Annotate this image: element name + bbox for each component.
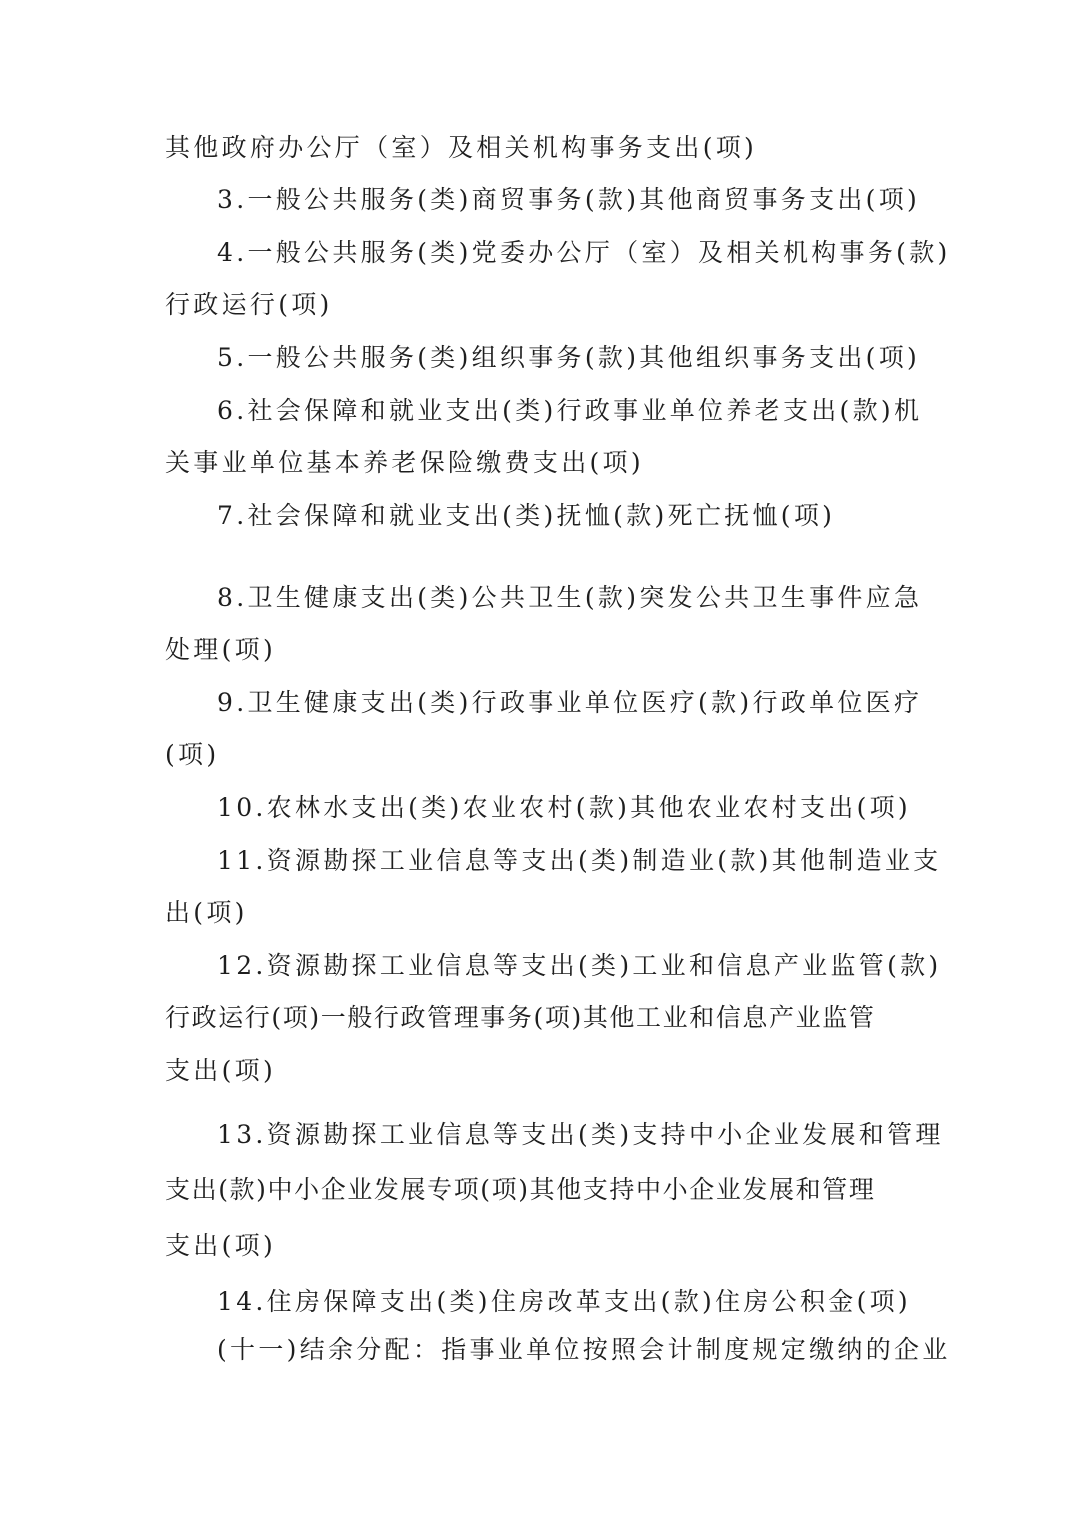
text-line: 行政运行(项)一般行政管理事务(项)其他工业和信息产业监管 <box>165 1003 876 1032</box>
text-line: 支出(项) <box>165 1056 277 1085</box>
text-line: 处理(项) <box>165 635 277 664</box>
text-line: 5.一般公共服务(类)组织事务(款)其他组织事务支出(项) <box>217 343 921 372</box>
text-line: 行政运行(项) <box>165 290 333 319</box>
text-line: 8.卫生健康支出(类)公共卫生(款)突发公共卫生事件应急 <box>217 583 923 612</box>
text-line: (十一)结余分配：指事业单位按照会计制度规定缴纳的企业 <box>217 1335 951 1364</box>
text-line: 11.资源勘探工业信息等支出(类)制造业(款)其他制造业支 <box>217 846 942 875</box>
text-line: 10.农林水支出(类)农业农村(款)其他农业农村支出(项) <box>217 793 911 822</box>
text-line: 支出(项) <box>165 1231 277 1260</box>
text-line: 14.住房保障支出(类)住房改革支出(款)住房公积金(项) <box>217 1287 911 1316</box>
text-line: 其他政府办公厅（室）及相关机构事务支出(项) <box>165 133 758 162</box>
text-line: 12.资源勘探工业信息等支出(类)工业和信息产业监管(款) <box>217 951 942 980</box>
text-line: 6.社会保障和就业支出(类)行政事业单位养老支出(款)机 <box>217 396 923 425</box>
text-line: 关事业单位基本养老保险缴费支出(项) <box>165 448 644 477</box>
text-line: 7.社会保障和就业支出(类)抚恤(款)死亡抚恤(项) <box>217 501 836 530</box>
text-line: 支出(款)中小企业发展专项(项)其他支持中小企业发展和管理 <box>165 1175 876 1204</box>
text-line: 3.一般公共服务(类)商贸事务(款)其他商贸事务支出(项) <box>217 185 921 214</box>
text-line: 13.资源勘探工业信息等支出(类)支持中小企业发展和管理 <box>217 1120 944 1149</box>
text-line: 4.一般公共服务(类)党委办公厅（室）及相关机构事务(款) <box>217 238 951 267</box>
text-line: (项) <box>165 740 220 769</box>
text-line: 出(项) <box>165 898 248 927</box>
text-line: 9.卫生健康支出(类)行政事业单位医疗(款)行政单位医疗 <box>217 688 923 717</box>
